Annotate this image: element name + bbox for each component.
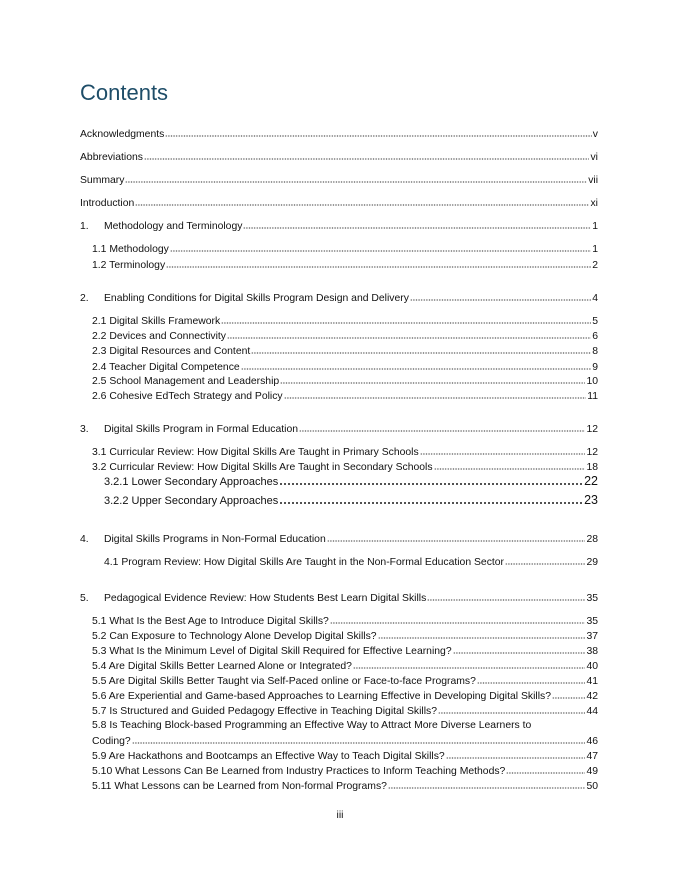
toc-entry-label: 3.2.1 Lower Secondary Approaches xyxy=(104,476,279,488)
toc-entry-label: Acknowledgments xyxy=(80,129,165,140)
toc-entry-page: 12 xyxy=(586,424,598,435)
toc-entry-page: 8 xyxy=(592,346,598,357)
toc-entry-number: 3. xyxy=(80,424,89,435)
toc-entry[interactable] xyxy=(80,150,598,164)
toc-entry-page: xi xyxy=(590,198,598,209)
toc-entry-label: 1.2 Terminology xyxy=(92,260,166,271)
dot-leader xyxy=(388,779,586,789)
toc-entry-number: 4. xyxy=(80,534,89,545)
toc-entry[interactable] xyxy=(80,173,598,187)
toc-entry-page: 9 xyxy=(592,362,598,373)
toc-entry-label: 5.6 Are Experiential and Game-based Approaches to Learning Effective in Developing Digital Skills? xyxy=(92,691,551,702)
toc-entry-label: 5.1 What Is the Best Age to Introduce Digital Skills? xyxy=(92,616,329,627)
toc-entry-label: 5.9 Are Hackathons and Bootcamps an Effective Way to Teach Digital Skills? xyxy=(92,751,445,762)
toc-entry-page: 4 xyxy=(592,293,598,304)
dot-leader xyxy=(170,242,591,252)
dot-leader xyxy=(505,555,585,565)
toc-entry-label: Summary xyxy=(80,175,125,186)
toc-entry[interactable] xyxy=(92,360,598,374)
dot-leader xyxy=(227,329,591,339)
toc-entry-page: 2 xyxy=(592,260,598,271)
toc-entry[interactable] xyxy=(80,591,598,605)
toc-entry-label: 3.1 Curricular Review: How Digital Skills Are Taught in Primary Schools xyxy=(92,447,419,458)
toc-entry-page: 35 xyxy=(586,616,598,627)
dot-leader xyxy=(165,127,591,137)
toc-entry-page: 1 xyxy=(592,221,598,232)
toc-entry-page: 12 xyxy=(586,447,598,458)
toc-entry[interactable] xyxy=(92,374,598,388)
toc-entry-label: Digital Skills Programs in Non-Formal Education xyxy=(104,534,326,545)
toc-entry[interactable] xyxy=(80,291,598,305)
toc-entry[interactable] xyxy=(92,674,598,688)
toc-entry-label: 4.1 Program Review: How Digital Skills Are Taught in the Non-Formal Education Sector xyxy=(104,557,505,568)
dot-leader xyxy=(243,219,591,229)
toc-entry[interactable] xyxy=(104,555,598,569)
toc-entry[interactable] xyxy=(104,494,598,508)
dot-leader xyxy=(280,374,585,384)
toc-entry-label: 2.1 Digital Skills Framework xyxy=(92,316,221,327)
toc-entry[interactable] xyxy=(92,445,598,459)
toc-entry-page: 40 xyxy=(586,661,598,672)
dot-leader xyxy=(410,291,591,301)
dot-leader xyxy=(427,591,585,601)
dot-leader xyxy=(453,644,586,654)
toc-entry[interactable] xyxy=(92,389,598,403)
toc-entry-label: 2.5 School Management and Leadership xyxy=(92,376,280,387)
page-title: Contents xyxy=(80,80,169,105)
toc-entry-page: 50 xyxy=(586,781,598,792)
toc-entry-label: 5.10 What Lessons Can Be Learned from Industry Practices to Inform Teaching Methods? xyxy=(92,766,506,777)
toc-entry-page: 47 xyxy=(586,751,598,762)
toc-entry-label: 2.6 Cohesive EdTech Strategy and Policy xyxy=(92,391,283,402)
toc-entry-label: Pedagogical Evidence Review: How Students Best Learn Digital Skills xyxy=(104,593,427,604)
toc-entry-page: 10 xyxy=(586,376,598,387)
toc-entry-number: 2. xyxy=(80,293,89,304)
dot-leader xyxy=(221,314,591,324)
toc-entry-label: 5.11 What Lessons can be Learned from Non-formal Programs? xyxy=(92,781,387,792)
toc-entry[interactable] xyxy=(80,219,598,233)
toc-entry[interactable] xyxy=(80,196,598,210)
toc-entry-page: v xyxy=(592,129,598,140)
toc-entry[interactable] xyxy=(80,127,598,141)
toc-entry[interactable] xyxy=(92,629,598,643)
dot-leader xyxy=(166,258,591,268)
toc-entry-label: 2.3 Digital Resources and Content xyxy=(92,346,251,357)
toc-entry-label: 5.3 What Is the Minimum Level of Digital Skill Required for Effective Learning? xyxy=(92,646,452,657)
dot-leader xyxy=(353,659,586,669)
toc-entry-page: vi xyxy=(590,152,598,163)
toc-entry-first-line[interactable]: 5.8 Is Teaching Block-based Programming an Effective Way to Attract More Diverse Learners to xyxy=(92,720,532,731)
dot-leader xyxy=(284,389,587,399)
toc-entry[interactable] xyxy=(92,242,598,256)
toc-entry-page: 18 xyxy=(586,462,598,473)
dot-leader xyxy=(132,734,586,744)
dot-leader xyxy=(438,704,585,714)
dot-leader xyxy=(125,173,587,183)
dot-leader xyxy=(506,764,585,774)
toc-entry-label: Abbreviations xyxy=(80,152,143,163)
toc-entry[interactable] xyxy=(92,689,598,703)
dot-leader xyxy=(279,494,583,504)
toc-entry[interactable] xyxy=(92,344,598,358)
toc-entry-label: Digital Skills Program in Formal Education xyxy=(104,424,299,435)
toc-entry-page: 1 xyxy=(592,244,598,255)
toc-entry-page: 49 xyxy=(586,766,598,777)
toc-entry[interactable] xyxy=(92,659,598,673)
toc-entry-page: vii xyxy=(588,175,598,186)
toc-entry[interactable] xyxy=(92,614,598,628)
toc-entry-label: 5.2 Can Exposure to Technology Alone Develop Digital Skills? xyxy=(92,631,377,642)
toc-entry[interactable] xyxy=(92,314,598,328)
toc-entry[interactable] xyxy=(92,460,598,474)
toc-entry-page: 46 xyxy=(586,736,598,747)
toc-entry-label: Introduction xyxy=(80,198,135,209)
toc-entry-page: 37 xyxy=(586,631,598,642)
toc-entry-number: 5. xyxy=(80,593,89,604)
toc-entry-page: 42 xyxy=(586,691,598,702)
toc-entry[interactable] xyxy=(104,475,598,489)
toc-entry-number: 1. xyxy=(80,221,89,232)
dot-leader xyxy=(251,344,591,354)
toc-entry[interactable] xyxy=(80,422,598,436)
dot-leader xyxy=(299,422,585,432)
toc-entry-page: 38 xyxy=(586,646,598,657)
dot-leader xyxy=(446,749,586,759)
dot-leader xyxy=(434,460,586,470)
toc-entry-label: 3.2 Curricular Review: How Digital Skills Are Taught in Secondary Schools xyxy=(92,462,433,473)
dot-leader xyxy=(327,532,586,542)
toc-entry-label: 3.2.2 Upper Secondary Approaches xyxy=(104,495,279,507)
toc-entry[interactable] xyxy=(92,764,598,778)
dot-leader xyxy=(135,196,589,206)
toc-entry-page: 28 xyxy=(586,534,598,545)
toc-entry[interactable] xyxy=(80,532,598,546)
toc-entry-page: 22 xyxy=(584,474,598,488)
toc-entry[interactable] xyxy=(92,704,598,718)
toc-entry-page: 44 xyxy=(586,706,598,717)
page-number: iii xyxy=(336,810,344,821)
toc-entry-page: 11 xyxy=(587,391,598,402)
toc-entry-page: 29 xyxy=(586,557,598,568)
toc-entry[interactable] xyxy=(92,644,598,658)
dot-leader xyxy=(330,614,586,624)
toc-entry-label: Enabling Conditions for Digital Skills Program Design and Delivery xyxy=(104,293,409,304)
toc-entry[interactable] xyxy=(92,258,598,272)
toc-entry[interactable] xyxy=(92,749,598,763)
dot-leader xyxy=(477,674,586,684)
toc-entry-label: 5.5 Are Digital Skills Better Taught via Self-Paced online or Face-to-face Programs? xyxy=(92,676,476,687)
toc-entry-label: 1.1 Methodology xyxy=(92,244,169,255)
toc-entry[interactable] xyxy=(92,329,598,343)
dot-leader xyxy=(552,689,585,699)
toc-entry-page: 6 xyxy=(592,331,598,342)
toc-entry-label: Methodology and Terminology xyxy=(104,221,243,232)
dot-leader xyxy=(241,360,592,370)
toc-entry-label: 2.4 Teacher Digital Competence xyxy=(92,362,240,373)
dot-leader xyxy=(144,150,590,160)
dot-leader xyxy=(279,475,583,485)
toc-entry-label: 2.2 Devices and Connectivity xyxy=(92,331,226,342)
dot-leader xyxy=(420,445,586,455)
toc-entry-label: 5.7 Is Structured and Guided Pedagogy Effective in Teaching Digital Skills? xyxy=(92,706,438,717)
toc-entry-page: 5 xyxy=(592,316,598,327)
toc-entry[interactable] xyxy=(92,779,598,793)
toc-entry-page: 35 xyxy=(586,593,598,604)
toc-entry[interactable] xyxy=(92,734,598,748)
toc-entry-label: Coding? xyxy=(92,736,131,747)
toc-entry-label: 5.4 Are Digital Skills Better Learned Alone or Integrated? xyxy=(92,661,352,672)
dot-leader xyxy=(378,629,586,639)
toc-entry-page: 41 xyxy=(586,676,598,687)
toc-entry-page: 23 xyxy=(584,493,598,507)
